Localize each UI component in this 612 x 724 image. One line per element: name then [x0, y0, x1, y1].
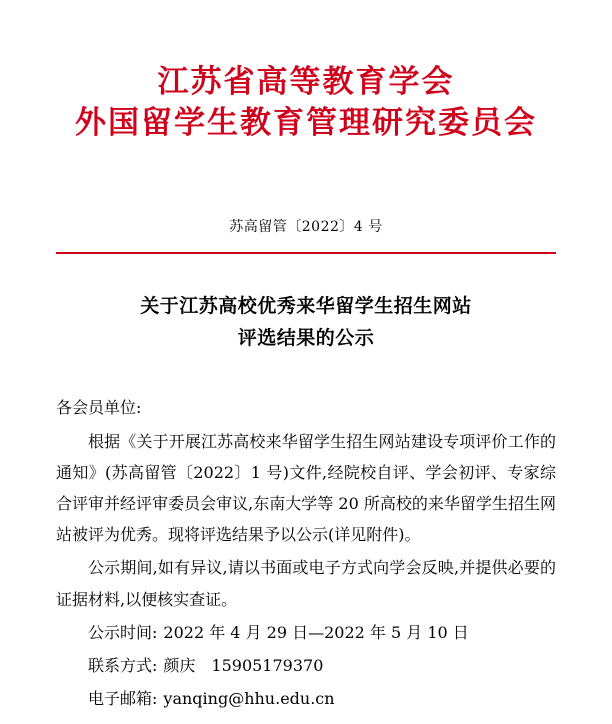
masthead-line-1: 江苏省高等教育学会: [157, 64, 455, 100]
info-line-contact: [56, 650, 556, 681]
red-divider-rule: [56, 252, 556, 254]
info-line-email: [56, 683, 556, 714]
info-label-email: 电子邮箱:: [88, 689, 158, 709]
document-title-line-1: 关于江苏高校优秀来华留学生招生网站: [140, 294, 472, 317]
info-value-email: yanqing@hhu.edu.cn: [163, 689, 335, 709]
body-paragraph-1: 根据《关于开展江苏高校来华留学生招生网站建设专项评价工作的通知》(苏高留管〔2022〕1 号)文件,经院校自评、学会初评、专家综合评审并经评审委员会审议,东南大学等 20 所高校的来华留学生招生网站被评为优秀。现将评选结果予以公示(详见附件)。: [56, 431, 556, 545]
masthead: [56, 0, 556, 144]
body-paragraph-2: 公示期间,如有异议,请以书面或电子方式向学会反映,并提供必要的证据材料,以便核实查证。: [56, 558, 556, 609]
document-body: [56, 392, 556, 714]
info-label-public-period: 公示时间:: [88, 622, 158, 642]
info-label-contact: 联系方式:: [88, 655, 158, 675]
salutation: 各会员单位:: [56, 398, 142, 418]
info-value-contact: 颜庆 15905179370: [163, 655, 324, 675]
info-value-public-period: 2022 年 4 月 29 日—2022 年 5 月 10 日: [163, 622, 469, 642]
info-line-public-period: [56, 617, 556, 648]
document-number: 苏高留管〔2022〕4 号: [229, 218, 383, 235]
document-title: [56, 290, 556, 355]
document-title-line-2: 评选结果的公示: [237, 327, 375, 350]
masthead-line-2: 外国留学生教育管理研究委员会: [75, 104, 537, 141]
